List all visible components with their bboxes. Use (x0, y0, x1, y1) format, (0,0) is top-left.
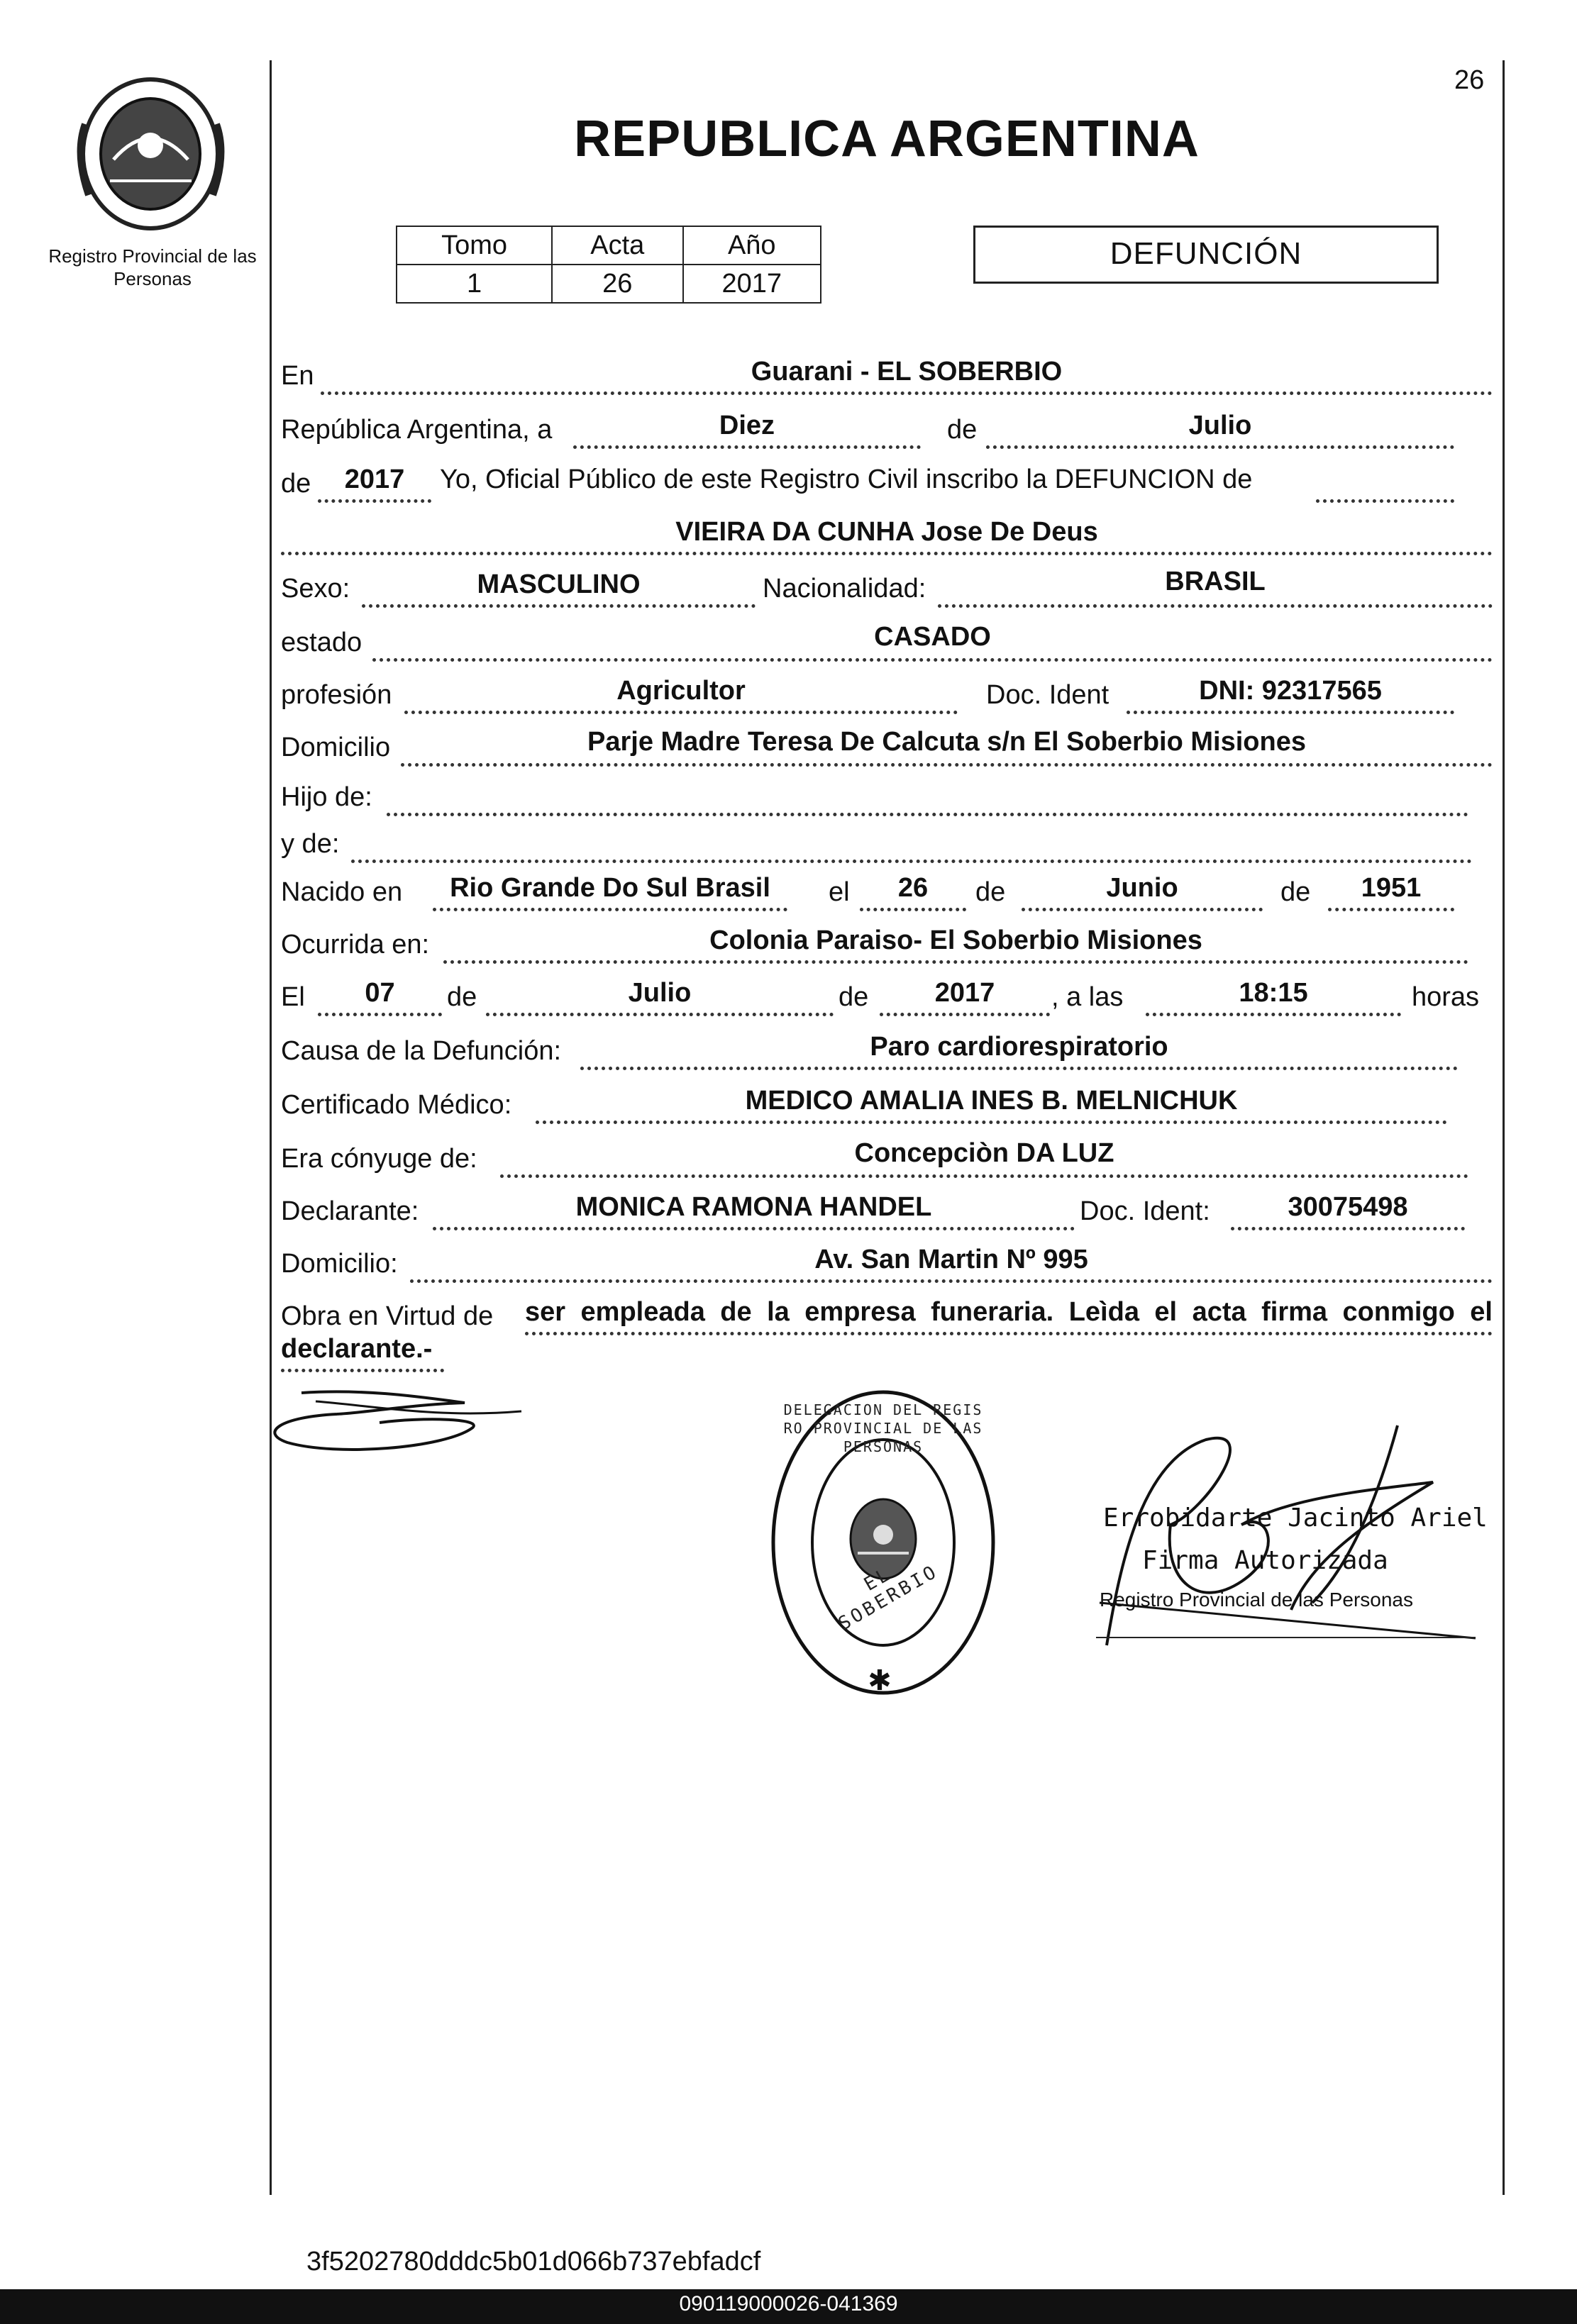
svg-text:✱: ✱ (868, 1665, 892, 1696)
y-de-label: y de: (281, 829, 340, 859)
obra-label: Obra en Virtud de (281, 1301, 494, 1331)
stamp-text: DELEGACION DEL REGIS RO PROVINCIAL DE LAS PERSONAS (783, 1401, 983, 1455)
conyuge-value: Concepciòn DA LUZ (854, 1138, 1114, 1168)
doc-ident-value: DNI: 92317565 (1199, 676, 1382, 706)
domicilio-label: Domicilio (281, 733, 391, 762)
official-name: Errobidarte Jacinto Ariel (1103, 1503, 1488, 1533)
nacido-month: Junio (1106, 873, 1178, 903)
official-underline (1096, 1637, 1476, 1638)
domicilio2-value: Av. San Martin Nº 995 (814, 1245, 1088, 1274)
profesion-label: profesión (281, 680, 392, 710)
header-acta: Acta (552, 226, 682, 265)
record-type-box: DEFUNCIÓN (973, 226, 1439, 284)
value-tomo: 1 (397, 265, 552, 303)
a-las-label: , a las (1051, 982, 1124, 1012)
nacido-label: Nacido en (281, 877, 403, 907)
el-de2-label: de (839, 982, 869, 1012)
el-label: El (281, 982, 305, 1012)
ocurrida-value: Colonia Paraiso- El Soberbio Misiones (709, 925, 1202, 955)
sexo-value: MASCULINO (477, 569, 641, 599)
en-label: En (281, 361, 314, 391)
el-year: 2017 (934, 978, 995, 1008)
estado-label: estado (281, 628, 363, 657)
value-ano: 2017 (683, 265, 821, 303)
domicilio2-label: Domicilio: (281, 1249, 398, 1279)
year-de-label: de (281, 469, 311, 499)
hijo-de-fill (387, 782, 1468, 816)
nacionalidad-label: Nacionalidad: (763, 574, 926, 604)
doc-ident-label: Doc. Ident (986, 680, 1110, 710)
official-org: Registro Provincial de las Personas (1100, 1589, 1413, 1611)
certificado-label: Certificado Médico: (281, 1090, 512, 1120)
profesion-value: Agricultor (616, 676, 746, 706)
page-number: 26 (1454, 65, 1485, 95)
nacido-de1-label: de (975, 877, 1006, 907)
inscribo-text: Yo, Oficial Público de este Registro Civil inscribo la DEFUNCION de (440, 465, 1253, 494)
document-hash: 3f5202780dddc5b01d066b737ebfadcf (306, 2247, 761, 2276)
value-acta: 26 (552, 265, 682, 303)
deceased-name: VIEIRA DA CUNHA Jose De Deus (675, 517, 1098, 547)
nacido-year: 1951 (1361, 873, 1422, 903)
barcode-text: 090119000026-041369 (679, 2292, 898, 2315)
el-month: Julio (628, 978, 692, 1008)
declarante-doc-value: 30075498 (1288, 1192, 1408, 1222)
obra-value: ser empleada de la empresa funeraria. Leìda el acta firma conmigo el (525, 1297, 1493, 1327)
certificado-value: MEDICO AMALIA INES B. MELNICHUK (745, 1086, 1238, 1116)
time-value: 18:15 (1239, 978, 1308, 1008)
nacido-de2-label: de (1280, 877, 1311, 907)
left-margin-line (270, 60, 272, 2195)
ocurrida-label: Ocurrida en: (281, 930, 430, 960)
republica-month: Julio (1188, 411, 1252, 440)
official-signature (1078, 1418, 1497, 1652)
inscribo-fill (1316, 468, 1454, 503)
header-tomo: Tomo (397, 226, 552, 265)
y-de-fill (351, 828, 1472, 863)
causa-value: Paro cardiorespiratorio (870, 1032, 1168, 1062)
horas-label: horas (1412, 982, 1480, 1012)
header-ano: Año (683, 226, 821, 265)
el-day: 07 (365, 978, 395, 1008)
el-de1-label: de (447, 982, 477, 1012)
nacido-place: Rio Grande Do Sul Brasil (450, 873, 770, 903)
domicilio-value: Parje Madre Teresa De Calcuta s/n El Soberbio Misiones (587, 727, 1306, 757)
en-value: Guarani - EL SOBERBIO (751, 357, 1063, 387)
official-title: Firma Autorizada (1142, 1546, 1388, 1575)
year-value: 2017 (344, 465, 405, 494)
hijo-de-label: Hijo de: (281, 782, 372, 812)
republica-day: Diez (719, 411, 775, 440)
declarante-doc-label: Doc. Ident: (1080, 1196, 1210, 1226)
sexo-label: Sexo: (281, 574, 350, 604)
causa-label: Causa de la Defunción: (281, 1036, 562, 1066)
registry-name: Registro Provincial de las Personas (48, 245, 257, 289)
nacionalidad-value: BRASIL (1165, 567, 1266, 596)
stamp-inner-text: EL SOBERBIO (834, 1560, 943, 1635)
right-margin-line (1503, 60, 1505, 2195)
republica-de-label: de (947, 415, 978, 445)
provincia-seal (71, 74, 231, 234)
register-table (396, 226, 821, 304)
declarante-label: Declarante: (281, 1196, 419, 1226)
nacido-el-label: el (829, 877, 850, 907)
declarante-value: MONICA RAMONA HANDEL (575, 1192, 932, 1222)
obra-value-2: declarante.- (281, 1334, 433, 1364)
conyuge-label: Era cónyuge de: (281, 1144, 477, 1174)
republica-label: República Argentina, a (281, 415, 553, 445)
nacido-day: 26 (897, 873, 929, 903)
page-title: REPUBLICA ARGENTINA (574, 111, 1200, 167)
declarant-signature (259, 1383, 529, 1461)
estado-value: CASADO (874, 622, 991, 652)
